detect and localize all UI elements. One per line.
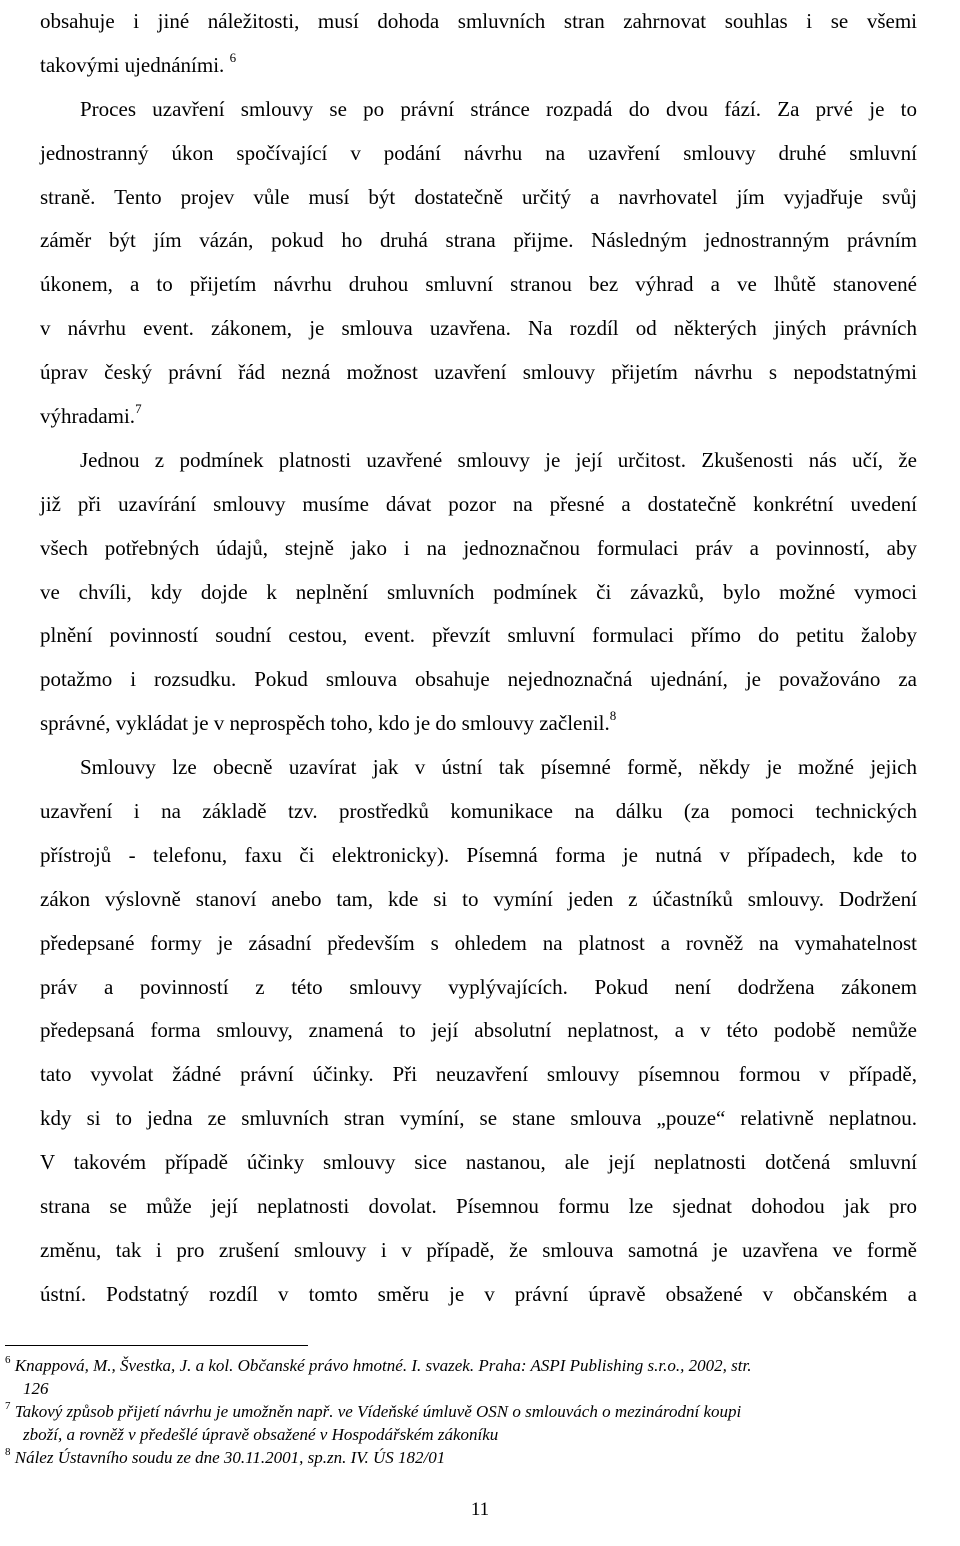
body-text: [40, 0, 917, 1317]
page-number: 11: [470, 1499, 490, 1520]
text-line: Proces uzavření smlouvy se po právní stránce rozpadá do dvou fází. Za prvé je to: [80, 96, 917, 121]
footnote-text: Knappová, M., Švestka, J. a kol. Občanské právo hmotné. I. svazek. Praha: ASPI Publishing s.r.o., 2002, str.: [14, 1356, 752, 1375]
text-line: ve chvíli, kdy dojde k neplnění smluvních podmínek či závazků, bylo možné vymoci: [40, 579, 917, 604]
footnote-7-continuation: zboží, a rovněž v předešlé úpravě obsažené v Hospodářském zákoníku: [23, 1425, 499, 1444]
footnote-ref-6[interactable]: 6: [229, 49, 237, 65]
footnote-6-continuation: 126: [23, 1379, 49, 1398]
text-line: práv a povinností z této smlouvy vyplývajících. Pokud není dodržena zákonem: [40, 974, 917, 999]
text-line: správné, vykládat je v neprospěch toho, kdo je do smlouvy začlenil.$^8$: [40, 708, 617, 736]
footnote-number: 7: [5, 1400, 11, 1413]
text-line: uzavření i na základě tzv. prostředků komunikace na dálku (za pomoci technických: [40, 799, 917, 824]
text-line: V takovém případě účinky smlouvy sice nastanou, ale její neplatnosti dotčená smluvní: [40, 1150, 917, 1175]
text-line: tato vyvolat žádné právní účinky. Při neuzavření smlouvy písemnou formou v případě,: [40, 1062, 917, 1087]
text-line: všech potřebných údajů, stejně jako i na jednoznačnou formulaci práv a povinností, aby: [40, 535, 917, 560]
text-line: úkonem, a to přijetím návrhu druhou smluvní stranou bez výhrad a ve lhůtě stanovené: [40, 272, 917, 297]
text-line: změnu, tak i pro zrušení smlouvy i v případě, že smlouva samotná je uzavřena ve formě: [40, 1237, 917, 1262]
text-line: přístrojů - telefonu, faxu či elektronicky). Písemná forma je nutná v případech, kde to: [40, 842, 917, 867]
text-line: předepsaná forma smlouvy, znamená to její absolutní neplatnost, a v této podobě nemůže: [40, 1018, 917, 1043]
footnote-6: [5, 1354, 940, 1377]
text-line: ústní. Podstatný rozdíl v tomto směru je v právní úpravě obsažené v občanském a: [40, 1281, 917, 1306]
text-line: strana se může její neplatnosti dovolat. Písemnou formu lze sjednat dohodou jak pro: [40, 1194, 917, 1219]
text-line: Jednou z podmínek platnosti uzavřené smlouvy je její určitost. Zkušenosti nás učí, že: [80, 447, 917, 472]
text-line: plnění povinností soudní cestou, event. převzít smluvní formulaci přímo do petitu žaloby: [40, 623, 917, 648]
footnote-separator: [5, 1345, 308, 1346]
text-line: takovými ujednáními. $^6$: [40, 49, 237, 77]
footnote-text: Nález Ústavního soudu ze dne 30.11.2001, sp.zn. IV. ÚS 182/01: [14, 1448, 446, 1467]
text-line: straně. Tento projev vůle musí být dostatečně určitý a navrhovatel jím vyjadřuje svůj: [40, 184, 917, 209]
text-line: již při uzavírání smlouvy musíme dávat pozor na přesné a dostatečně konkrétní uvedení: [40, 491, 917, 516]
text-line: v návrhu event. zákonem, je smlouva uzavřena. Na rozdíl od některých jiných právních: [40, 316, 917, 341]
text-line: kdy si to jedna ze smluvních stran vymíní, se stane smlouva „pouze“ relativně neplatnou.: [40, 1106, 917, 1131]
footnote-8: [5, 1446, 940, 1469]
text-line: Smlouvy lze obecně uzavírat jak v ústní tak písemné formě, někdy je možné jejich: [80, 755, 917, 780]
footnote-ref-8[interactable]: 8: [609, 708, 617, 724]
text-line: záměr být jím vázán, pokud ho druhá strana přijme. Následným jednostranným právním: [40, 228, 917, 253]
footnote-ref-7[interactable]: 7: [135, 401, 142, 417]
footnote-7: [5, 1400, 940, 1423]
footnotes: [5, 1354, 940, 1469]
text-line: obsahuje i jiné náležitosti, musí dohoda smluvních stran zahrnovat souhlas i se všemi: [40, 9, 917, 33]
text-line: zákon výslovně stanoví anebo tam, kde si to vymíní jeden z účastníků smlouvy. Dodržení: [40, 886, 917, 911]
text-line: výhradami.$^7$: [40, 401, 142, 429]
text-line: potažmo i rozsudku. Pokud smlouva obsahuje nejednoznačná ujednání, je považováno za: [40, 667, 917, 692]
text-line: jednostranný úkon spočívající v podání návrhu na uzavření smlouvy druhé smluvní: [40, 140, 917, 165]
footnote-number: 6: [5, 1354, 11, 1367]
footnote-number: 8: [5, 1446, 11, 1459]
text-line: úprav český právní řád nezná možnost uzavření smlouvy přijetím návrhu s nepodstatnými: [40, 360, 917, 385]
text-line: předepsané formy je zásadní především s ohledem na platnost a rovněž na vymahatelnost: [40, 930, 917, 955]
footnote-text: Takový způsob přijetí návrhu je umožněn např. ve Vídeňské úmluvě OSN o smlouvách o mezinárodní koupi: [14, 1402, 742, 1421]
